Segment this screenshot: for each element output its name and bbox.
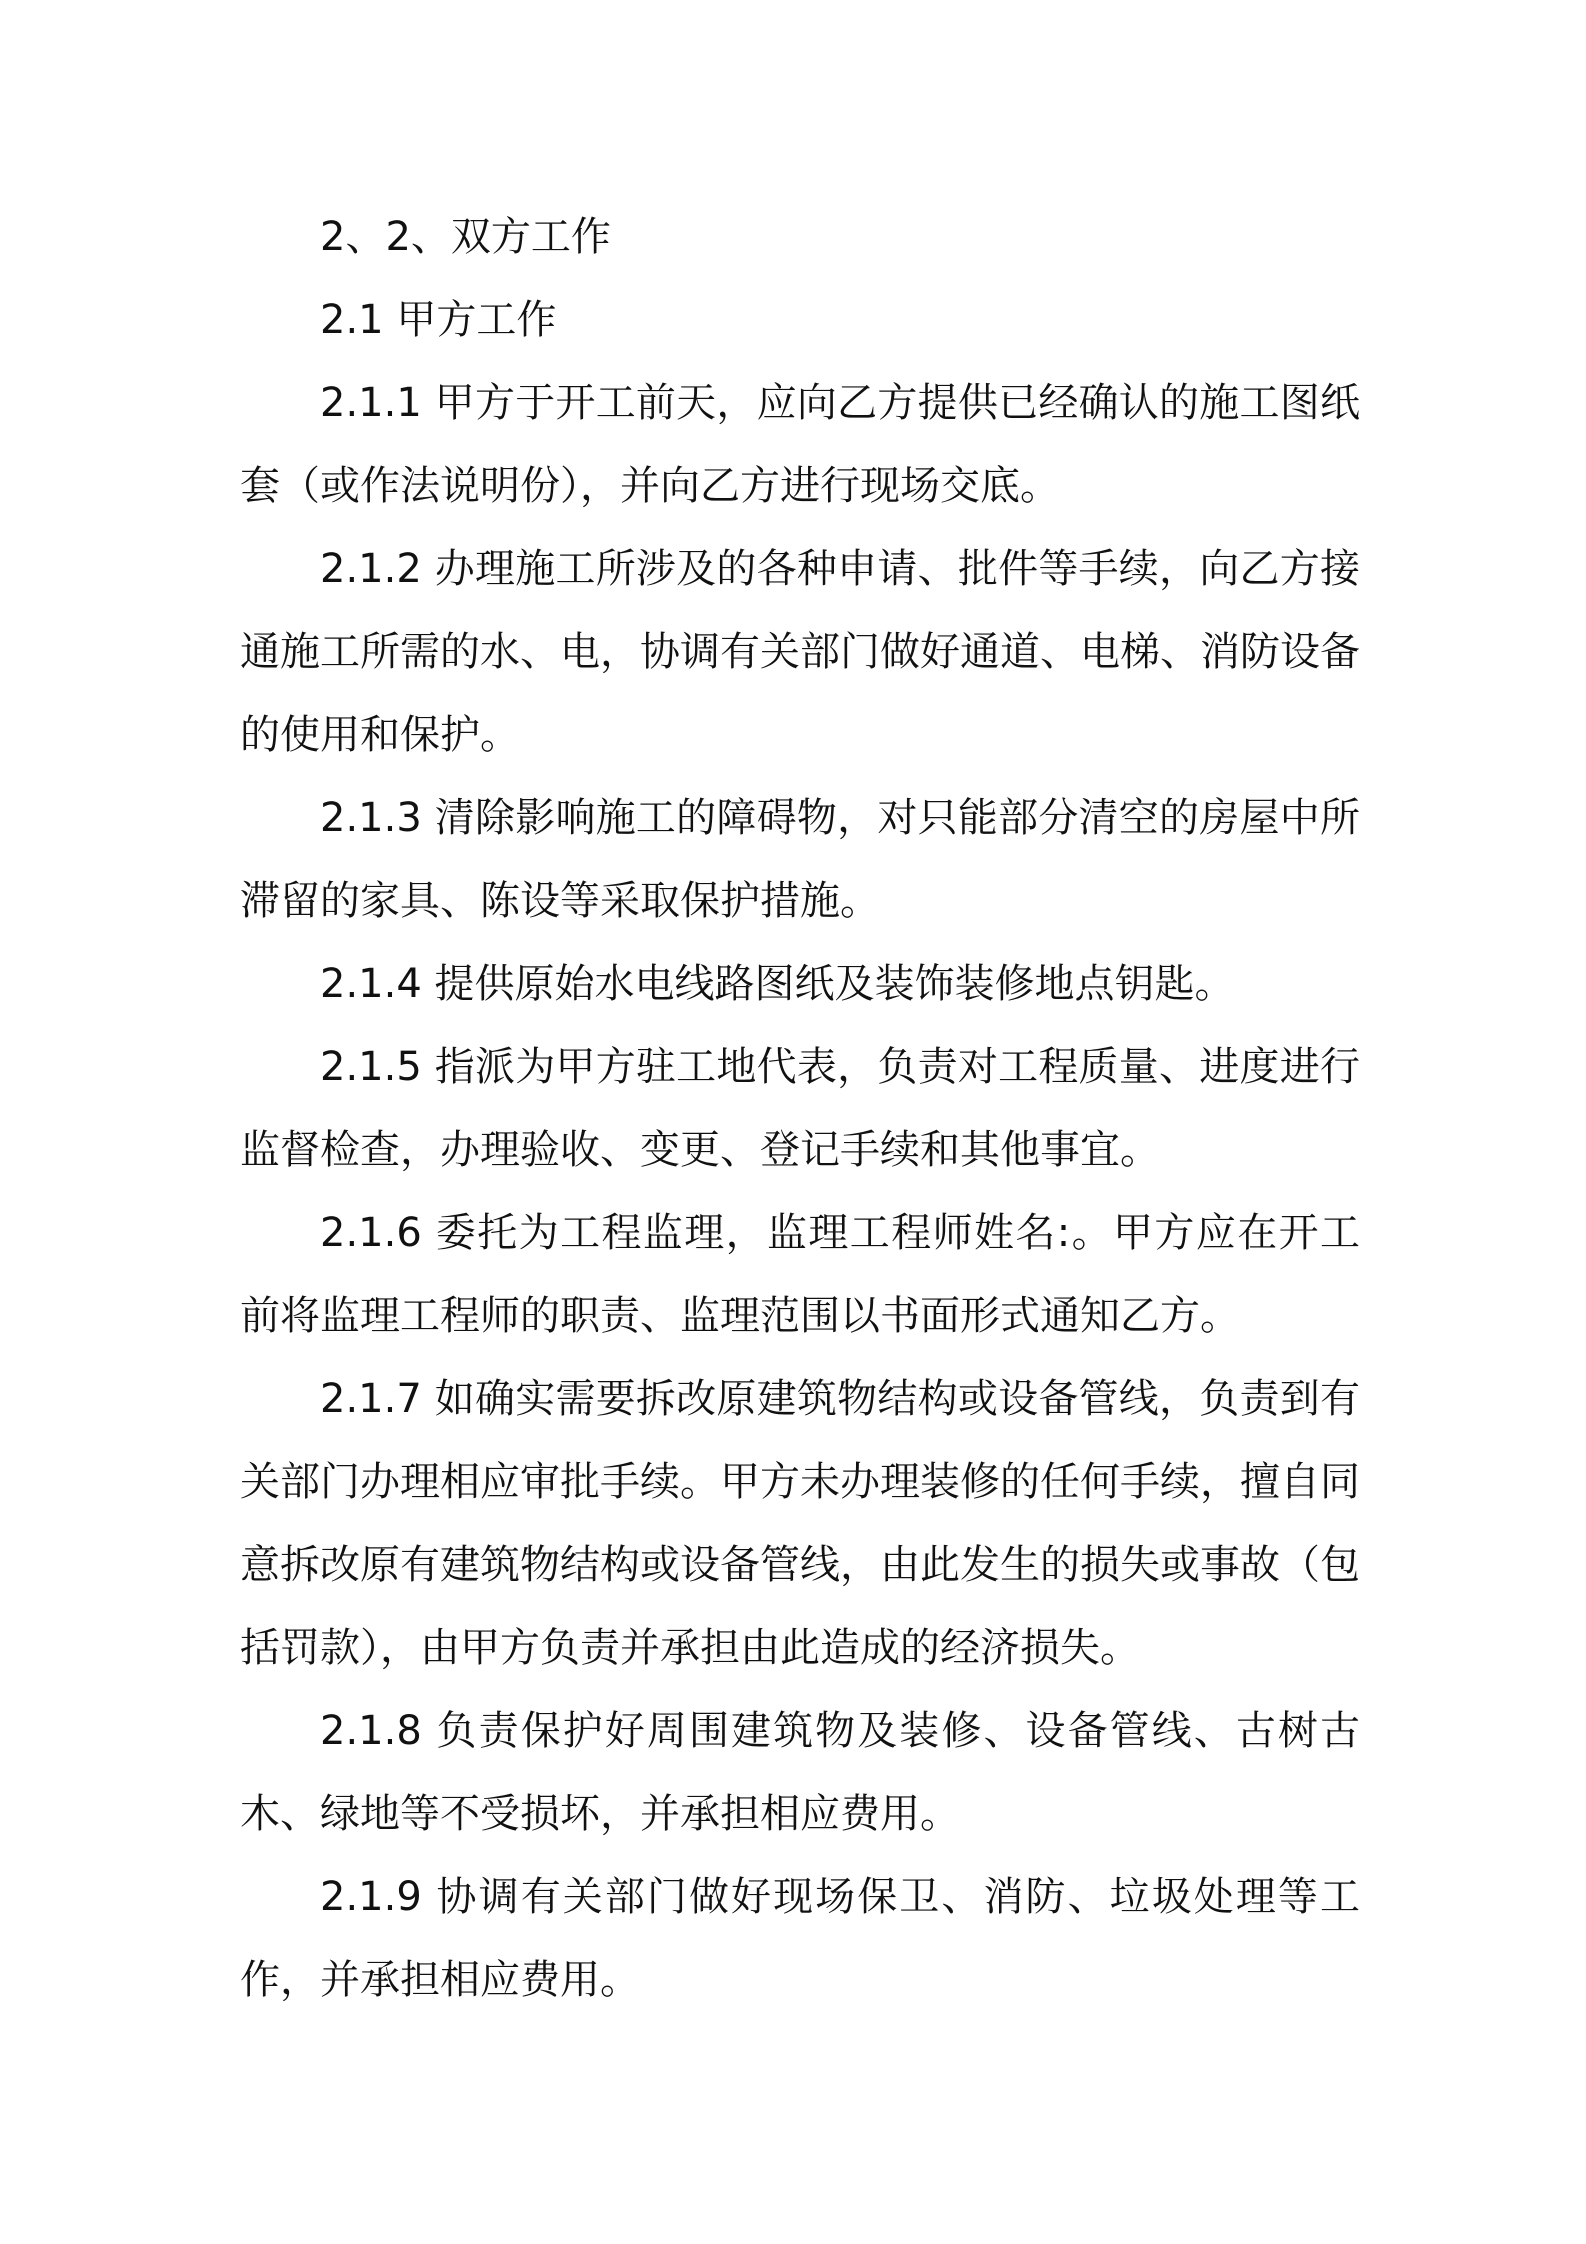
clause-2-1-2: 2.1.2 办理施工所涉及的各种申请、批件等手续，向乙方接通施工所需的水、电，协调有关部门做好通道、电梯、消防设备的使用和保护。 — [240, 546, 1360, 758]
clause-2-1-9: 2.1.9 协调有关部门做好现场保卫、消防、垃圾处理等工作，并承担相应费用。 — [240, 1874, 1360, 2003]
clause-2-1-6: 2.1.6 委托为工程监理，监理工程师姓名:。甲方应在开工前将监理工程师的职责、监理范围以书面形式通知乙方。 — [240, 1210, 1360, 1339]
section-heading: 2、2、双方工作 — [320, 214, 611, 260]
document-body — [240, 196, 1360, 2022]
clause-2-1-4: 2.1.4 提供原始水电线路图纸及装饰装修地点钥匙。 — [320, 961, 1235, 1007]
clause-2-1-1: 2.1.1 甲方于开工前天，应向乙方提供已经确认的施工图纸套（或作法说明份），并向乙方进行现场交底。 — [240, 380, 1360, 509]
clause-2-1-8: 2.1.8 负责保护好周围建筑物及装修、设备管线、古树古木、绿地等不受损坏，并承担相应费用。 — [240, 1708, 1360, 1837]
subsection-heading: 2.1 甲方工作 — [320, 297, 557, 343]
clause-2-1-5: 2.1.5 指派为甲方驻工地代表，负责对工程质量、进度进行监督检查，办理验收、变更、登记手续和其他事宜。 — [240, 1044, 1360, 1173]
clause-2-1-7: 2.1.7 如确实需要拆改原建筑物结构或设备管线，负责到有关部门办理相应审批手续。甲方未办理装修的任何手续，擅自同意拆改原有建筑物结构或设备管线，由此发生的损失或事故（包括罚款），由甲方负责并承担由此造成的经济损失。 — [240, 1376, 1360, 1671]
clause-2-1-3: 2.1.3 清除影响施工的障碍物，对只能部分清空的房屋中所滞留的家具、陈设等采取保护措施。 — [240, 795, 1360, 924]
